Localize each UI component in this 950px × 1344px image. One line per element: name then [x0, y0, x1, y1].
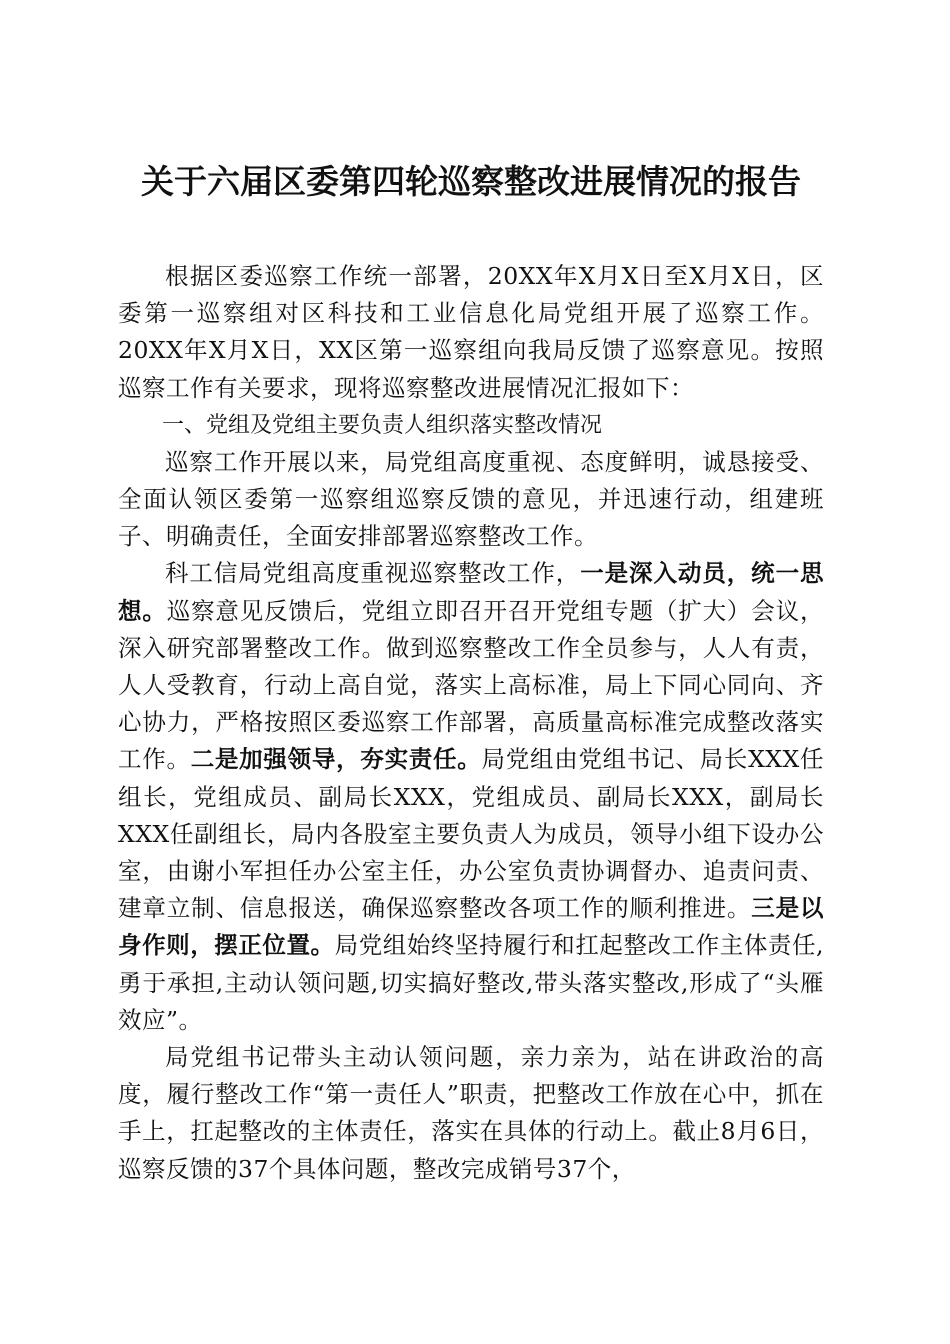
paragraph-3: 局党组书记带头主动认领问题，亲力亲为，站在讲政治的高度，履行整改工作“第一责任人”职责，把整改工作放在心中，抓在手上，扛起整改的主体责任，落实在具体的行动上。截止8月6日，巡察反馈的37个具体问题，整改完成销号37个， — [118, 1043, 824, 1183]
paragraph-2-text-d: 局党组始终坚持履行和扛起整改工作主体责任,勇于承担,主动认领问题,切实搞好整改,带头落实整改,形成了“头雁效应”。 — [118, 931, 825, 1034]
paragraph-2 — [118, 555, 824, 1039]
intro-paragraph: 根据区委巡察工作统一部署，20XX年X月X日至X月X日，区委第一巡察组对区科技和工业信息化局党组开展了巡察工作。20XX年X月X日，XX区第一巡察组向我局反馈了巡察意见。按照巡察工作有关要求，现将巡察整改进展情况汇报如下： — [118, 262, 824, 402]
paragraph-2-bold-b: 二是加强领导，夯实责任。 — [190, 745, 482, 774]
section-heading: 一、党组及党组主要负责人组织落实整改情况 — [162, 412, 603, 438]
paragraph-1: 巡察工作开展以来，局党组高度重视、态度鲜明，诚恳接受、全面认领区委第一巡察组巡察反馈的意见，并迅速行动，组建班子、明确责任，全面安排部署巡察整改工作。 — [118, 447, 824, 551]
document-page — [118, 150, 824, 1188]
paragraph-2-text-a: 科工信局党组高度重视巡察整改工作， — [165, 559, 581, 588]
paragraph-2-bold-a: 一是深入动员，统一思想。 — [118, 559, 825, 625]
paragraph-2-text-c: 局党组由党组书记、局长XXX任组长，党组成员、副局长XXX，党组成员、副局长XXX，副局长XXX任副组长，局内各股室主要负责人为成员，领导小组下设办公室，由谢小军担任办公室主任，办公室负责协调督办、追责问责、建章立制、信息报送，确保巡察整改各项工作的顺利推进。 — [118, 745, 825, 923]
document-title: 关于六届区委第四轮巡察整改进展情况的报告 — [141, 162, 801, 201]
paragraph-2-bold-c: 三是以身作则，摆正位置。 — [118, 894, 825, 960]
paragraph-2-text-b: 巡察意见反馈后，党组立即召开召开党组专题（扩大）会议，深入研究部署整改工作。做到巡察整改工作全员参与，人人有责，人人受教育，行动上高自觉，落实上高标准，局上下同心同向、齐心协力，严格按照区委巡察工作部署，高质量高标准完成整改落实工作。 — [118, 596, 825, 774]
